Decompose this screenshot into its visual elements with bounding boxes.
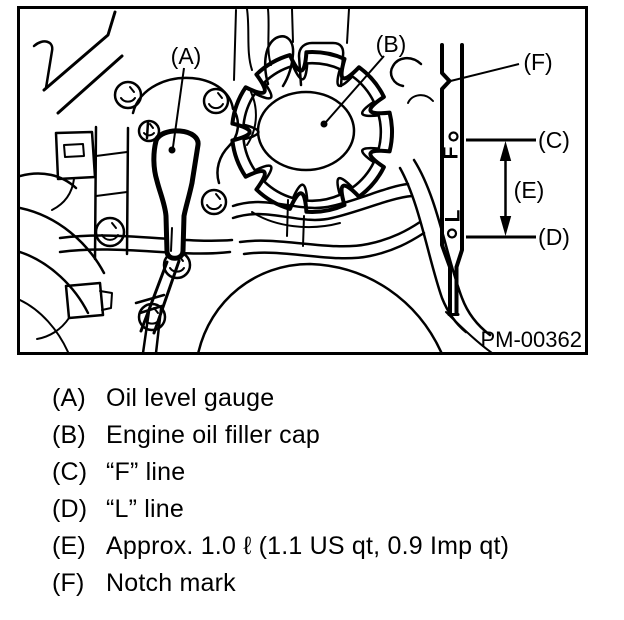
legend-label: (C) [52, 458, 88, 486]
legend-label: (D) [52, 495, 88, 523]
legend-item-f [52, 565, 592, 602]
legend-label: (A) [52, 384, 86, 412]
legend-text: Approx. 1.0 ℓ (1.1 US qt, 0.9 Imp qt) [106, 532, 510, 560]
oil-filler-cap-drawing [232, 52, 392, 212]
callout-b-label: (B) [375, 31, 407, 57]
legend-item-c [52, 454, 592, 491]
legend-item-d [52, 491, 592, 528]
dipstick-full-letter: F [439, 146, 463, 160]
legend-label: (F) [52, 569, 85, 597]
dipstick-diagram [440, 45, 570, 315]
legend-text: Notch mark [106, 569, 236, 597]
dipstick-low-letter: L [441, 209, 465, 223]
callout-a-label: (A) [170, 43, 202, 69]
legend-text: Oil level gauge [106, 384, 275, 412]
callout-a-dot [169, 147, 176, 154]
figure-code: PM-00362 [480, 327, 582, 352]
arrow-down-icon [500, 216, 511, 236]
engine-line-art [20, 9, 492, 354]
legend-text: “F” line [106, 458, 186, 486]
range-arrow [500, 141, 511, 236]
legend-text: “L” line [106, 495, 185, 523]
dipstick-left-edge-with-notch [442, 45, 450, 314]
figure-legend [52, 380, 592, 602]
legend-text: Engine oil filler cap [106, 421, 321, 449]
callout-d-label: (D) [538, 224, 570, 250]
legend-item-e [52, 528, 592, 565]
legend-item-b [52, 417, 592, 454]
callout-f-label: (F) [523, 49, 553, 75]
connector-upper [52, 132, 95, 210]
figure-border [19, 8, 587, 354]
callout-e-label: (E) [513, 177, 545, 203]
oil-level-gauge-drawing [136, 131, 198, 353]
dipstick-full-hole [450, 133, 458, 141]
legend-label: (E) [52, 532, 86, 560]
legend-item-a [52, 380, 592, 417]
arrow-up-icon [500, 141, 511, 161]
callout-c-label: (C) [538, 127, 570, 153]
callout-b-dot [321, 121, 328, 128]
dipstick-right-edge [457, 45, 463, 314]
dipstick-low-hole [448, 230, 456, 238]
dipstick-drawing [439, 45, 463, 315]
legend-label: (B) [52, 421, 86, 449]
